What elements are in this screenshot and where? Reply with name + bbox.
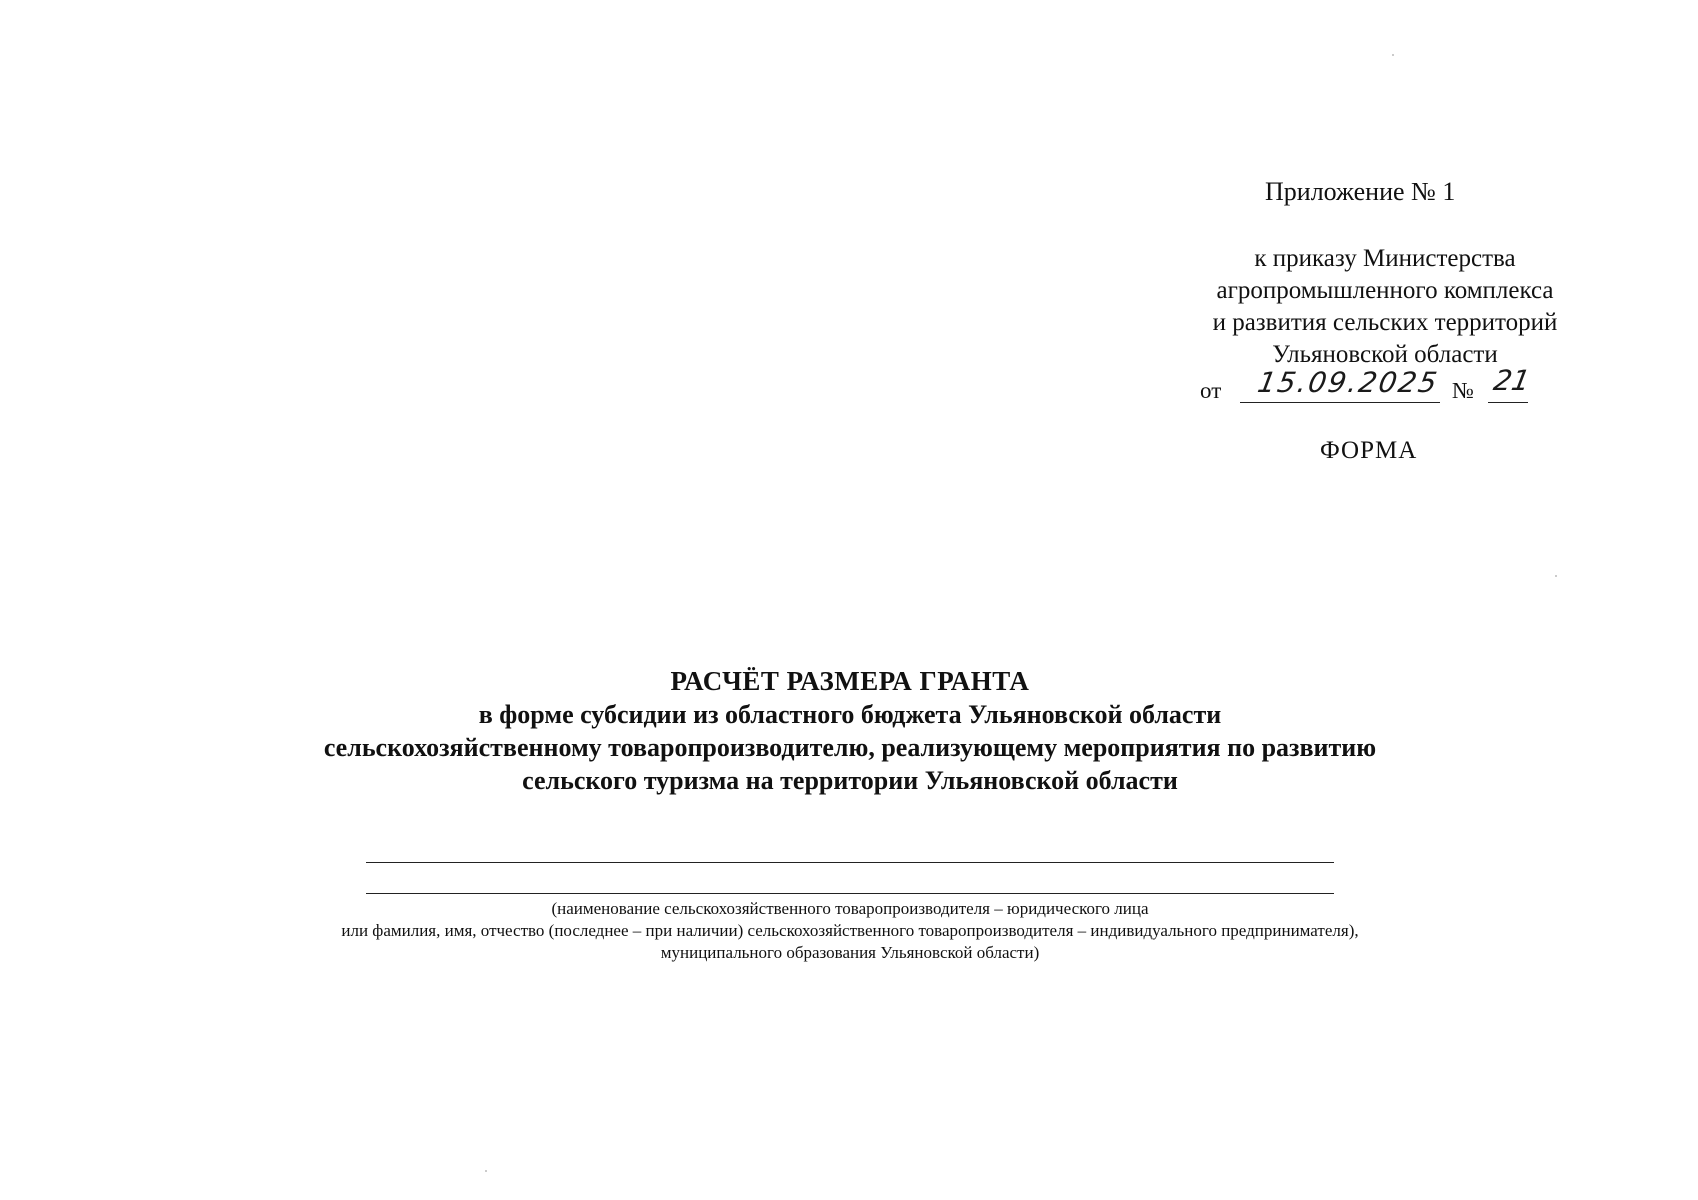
number-sign: № — [1452, 378, 1474, 403]
caption-line-1: (наименование сельскохозяйственного товаропроизводителя – юридического лица — [551, 899, 1149, 918]
field-caption — [150, 898, 1550, 964]
caption-line-3: муниципального образования Ульяновской области) — [660, 943, 1040, 962]
annex-line-2: агропромышленного комплекса — [1216, 277, 1554, 304]
annex-line-1: к приказу Министерства — [1254, 245, 1516, 272]
order-date-number — [1200, 364, 1600, 406]
title-line-1: РАСЧЁТ РАЗМЕРА ГРАНТА — [670, 666, 1030, 696]
annex-line-4: Ульяновской области — [1272, 341, 1498, 368]
annex-line-3: и развития сельских территорий — [1212, 309, 1558, 336]
annex-reference — [1170, 243, 1600, 371]
handwritten-number: 21 — [1491, 364, 1533, 397]
form-label: ФОРМА — [1320, 437, 1418, 464]
scan-speck — [1392, 54, 1394, 56]
scan-speck — [485, 1170, 487, 1172]
annex-title: Приложение № 1 — [1265, 177, 1456, 206]
title-line-3: сельскохозяйственному товаропроизводителю, реализующему мероприятия по развитию — [323, 733, 1377, 762]
caption-line-2: или фамилия, имя, отчество (последнее – при наличии) сельскохозяйственного товаропроизводителя – индивидуального предпринимателя), — [341, 921, 1359, 940]
title-line-4: сельского туризма на территории Ульяновской области — [522, 766, 1178, 795]
title-line-2: в форме субсидии из областного бюджета Ульяновской области — [478, 700, 1222, 729]
number-field — [1488, 364, 1533, 403]
scan-speck — [1555, 575, 1557, 577]
date-prefix: от — [1200, 378, 1222, 403]
handwritten-date: 15.09.2025 — [1255, 366, 1442, 399]
document-title — [200, 665, 1500, 797]
date-field — [1240, 366, 1442, 403]
name-blank-line-2 — [366, 893, 1334, 894]
name-blank-line-1 — [366, 862, 1334, 863]
